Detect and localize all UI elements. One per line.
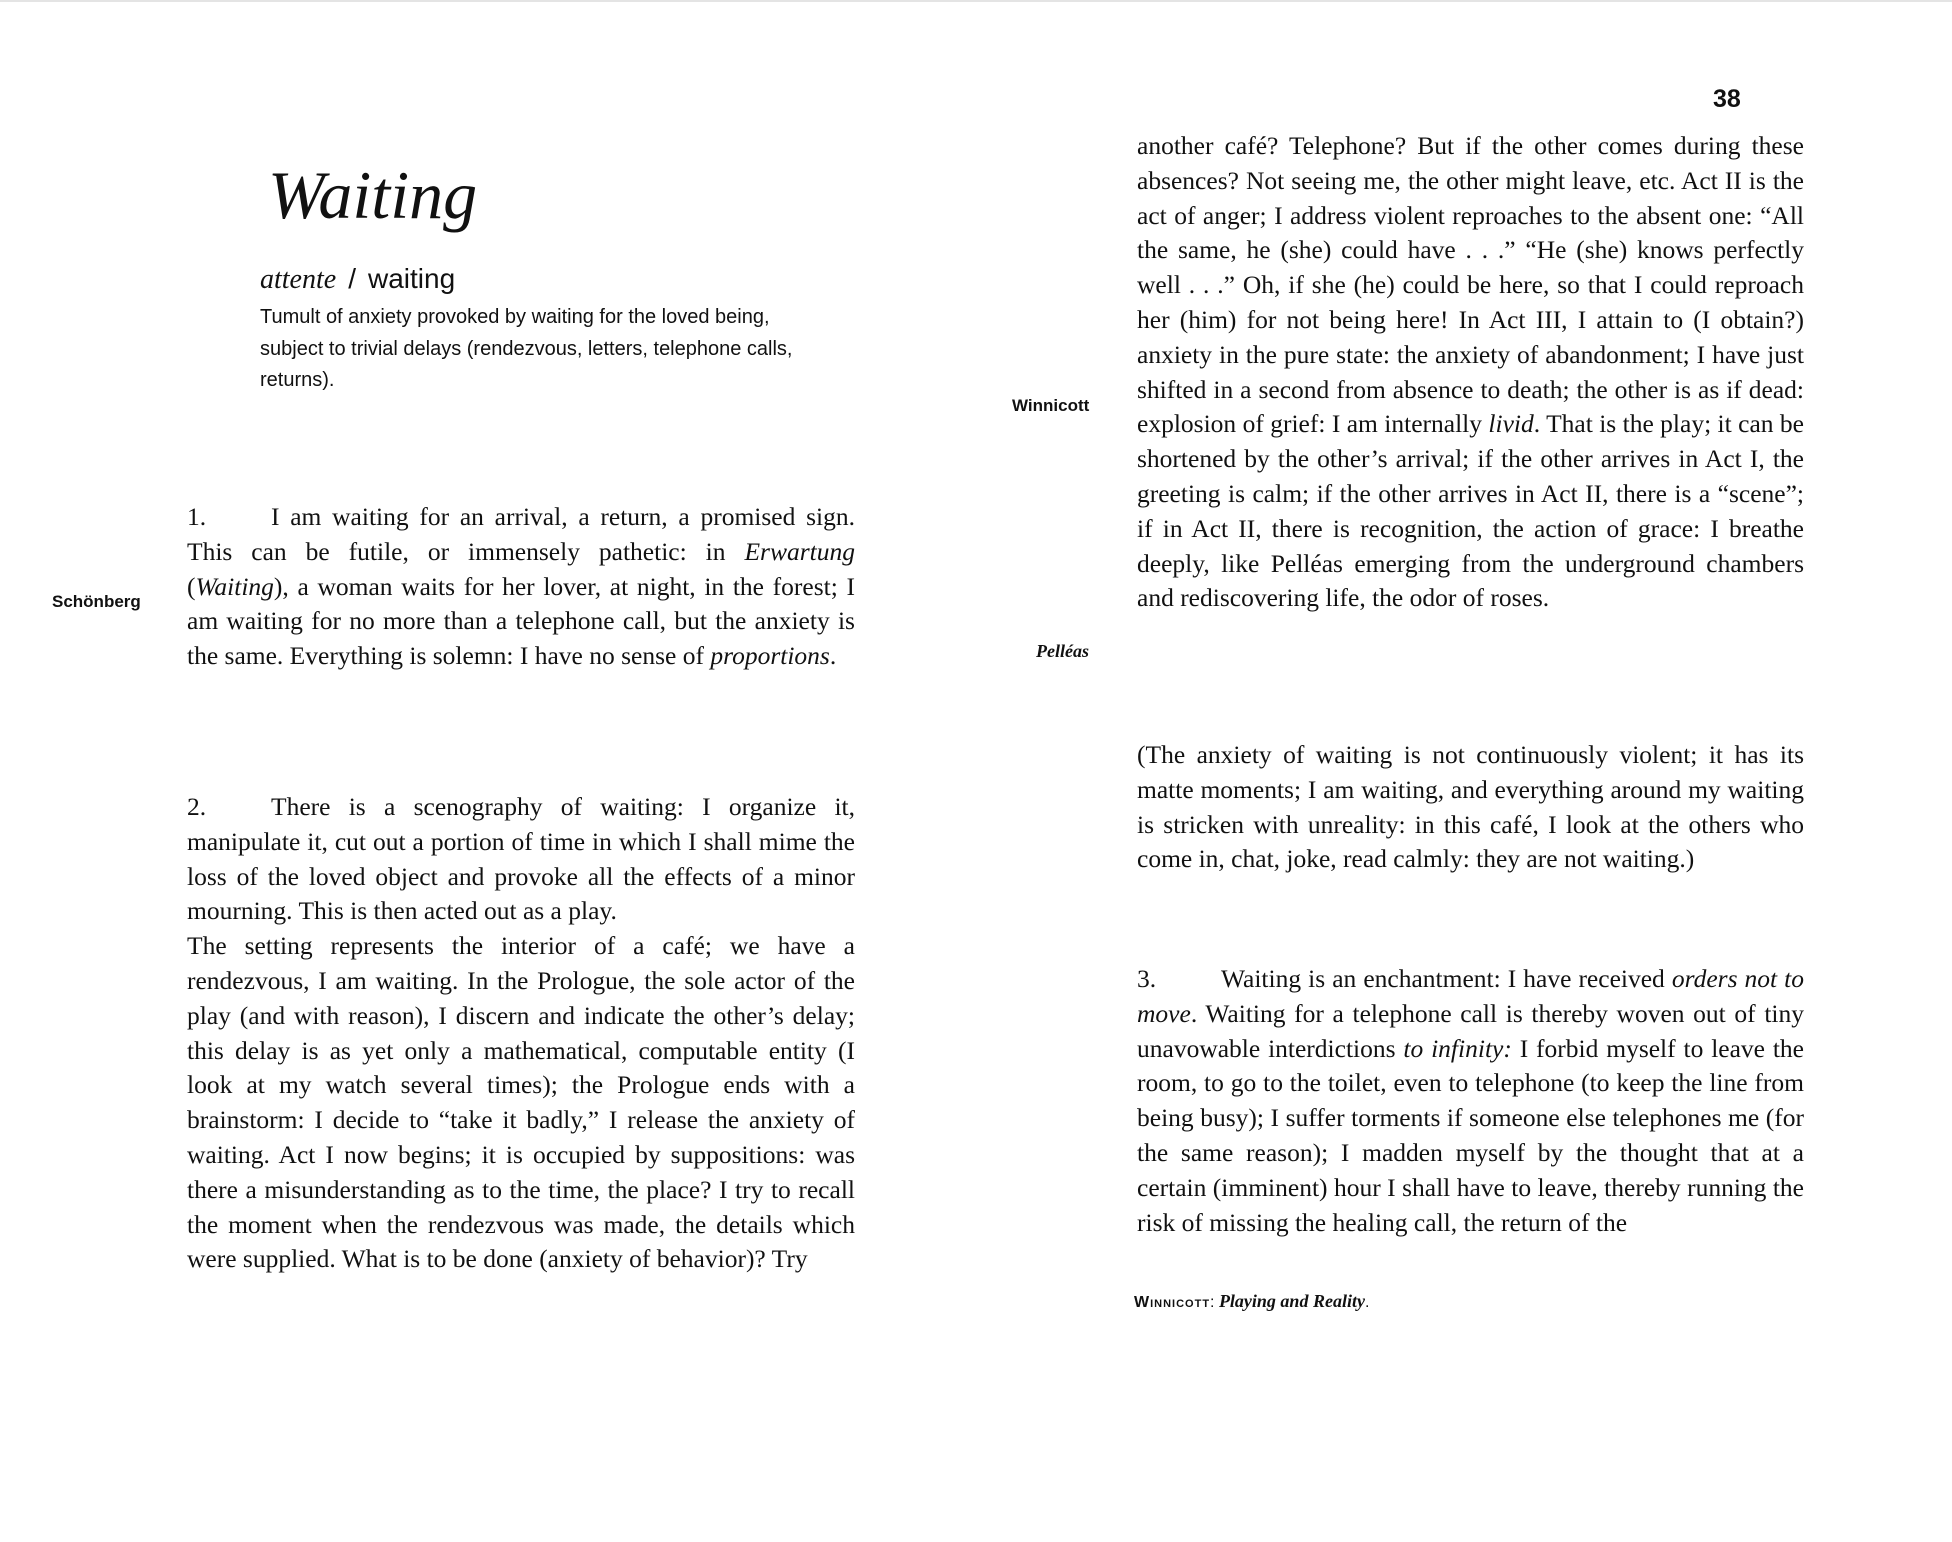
- footnote-end: .: [1364, 1294, 1370, 1311]
- parenthetical-paragraph: (The anxiety of waiting is not continuously violent; it has its matte moments; I am waiting, and everything around my waiting is stricken with unreality: in this café, I look at the others who come in, chat, joke, read calmly: they are not waiting.): [1137, 740, 1804, 874]
- entry-terms: [260, 262, 455, 297]
- section-3: [1137, 962, 1804, 1240]
- section-number: 3.: [1137, 964, 1157, 993]
- italic-term: orders not to move: [1137, 964, 1804, 1028]
- section-text: another café? Telephone? But if the other comes during these absences? Not seeing me, the other might leave, etc. Act II is the act of anger; I address violent reproaches to the absent one: “All the same, he (she) could have . . .” “He (she) knows perfectly well . . .” Oh, if she (he) could be here, so that I could reproach her (him) for not being here! In Act III, I attain to (I obtain?) anxiety in the pure state: the anxiety of abandonment; I have just shifted in a second from absence to death; the other is as if dead: explosion of grief: I am internally: [1137, 131, 1804, 439]
- english-term: waiting: [367, 263, 456, 294]
- section-2-paragraph-1: [187, 790, 855, 929]
- section-text: There is a scenography of waiting: I organize it, manipulate it, cut out a portion of time in which I shall mime the loss of the loved object and provoke all the effects of a minor mourning. This is then acted out as a play.: [187, 792, 855, 926]
- footnote: [1134, 1290, 1369, 1314]
- section-text: I am waiting for an arrival, a return, a promised sign. This can be futile, or immensely pathetic: in: [187, 502, 855, 566]
- margin-note-schonberg: Schönberg: [52, 592, 141, 611]
- italic-term: proportions: [710, 641, 830, 671]
- section-number: 2.: [187, 792, 207, 821]
- margin-note-pelleas: Pelléas: [1036, 641, 1089, 661]
- section-2-continuation: [1137, 129, 1804, 616]
- entry-title: Waiting: [268, 157, 478, 233]
- section-number: 1.: [187, 502, 207, 531]
- italic-term: Waiting: [195, 571, 274, 601]
- footnote-separator: :: [1210, 1294, 1219, 1311]
- section-text: . That is the play; it can be shortened by the other’s arrival; if the other arrives in Act I, the greeting is calm; if the other arrives in Act II, there is a “scene”; if in Act II, there is recognition, the action of grace: I breathe deeply, like Pelléas emerging from the underground chambers and rediscovering life, the odor of roses.: [1137, 409, 1804, 613]
- section-text: I forbid myself to leave the room, to go to the toilet, even to telephone (to keep the line from being busy); I suffer torments if someone else telephones me (for the same reason); I madden myself by the thought that at a certain (imminent) hour I shall have to leave, thereby running the risk of missing the healing call, the return of the: [1137, 1033, 1804, 1237]
- section-text: Waiting is an enchantment: I have received: [1221, 964, 1672, 993]
- footnote-author: Winnicott: [1134, 1294, 1211, 1311]
- italic-term: livid: [1488, 409, 1534, 439]
- section-text: (: [187, 571, 196, 601]
- margin-note-winnicott: Winnicott: [1012, 396, 1090, 415]
- page-number: 38: [1713, 85, 1741, 113]
- italic-term: to infinity:: [1403, 1033, 1512, 1063]
- entry-definition: Tumult of anxiety provoked by waiting for the loved being, subject to trivial delays (rendezvous, letters, telephone calls, returns).: [260, 306, 793, 391]
- section-text: ), a woman waits for her lover, at night, in the forest; I am waiting for no more than a telephone call, but the anxiety is the same. Everything is solemn: I have no sense of: [187, 571, 855, 671]
- french-term: attente: [260, 264, 337, 295]
- term-separator: /: [348, 263, 356, 294]
- section-text: .: [829, 641, 837, 671]
- italic-term: Erwartung: [744, 536, 855, 566]
- footnote-work-title: Playing and Reality: [1218, 1291, 1365, 1311]
- section-2: [187, 790, 855, 1277]
- section-text: . Waiting for a telephone call is thereby woven out of tiny unavowable interdictions: [1137, 998, 1804, 1063]
- section-2-paragraph-2: The setting represents the interior of a café; we have a rendezvous, I am waiting. In the Prologue, the sole actor of the play (and with reason), I discern and indicate the other’s delay; this delay is as yet only a mathematical, computable entity (I look at my watch several times); the Prologue ends with a brainstorm: I decide to “take it badly,” I release the anxiety of waiting. Act I now begins; it is occupied by suppositions: was there a misunderstanding as to the time, the place? I try to recall the moment when the rendezvous was made, the details which were supplied. What is to be done (anxiety of behavior)? Try: [187, 931, 855, 1274]
- top-border: [0, 0, 1952, 2]
- section-1: [187, 500, 855, 674]
